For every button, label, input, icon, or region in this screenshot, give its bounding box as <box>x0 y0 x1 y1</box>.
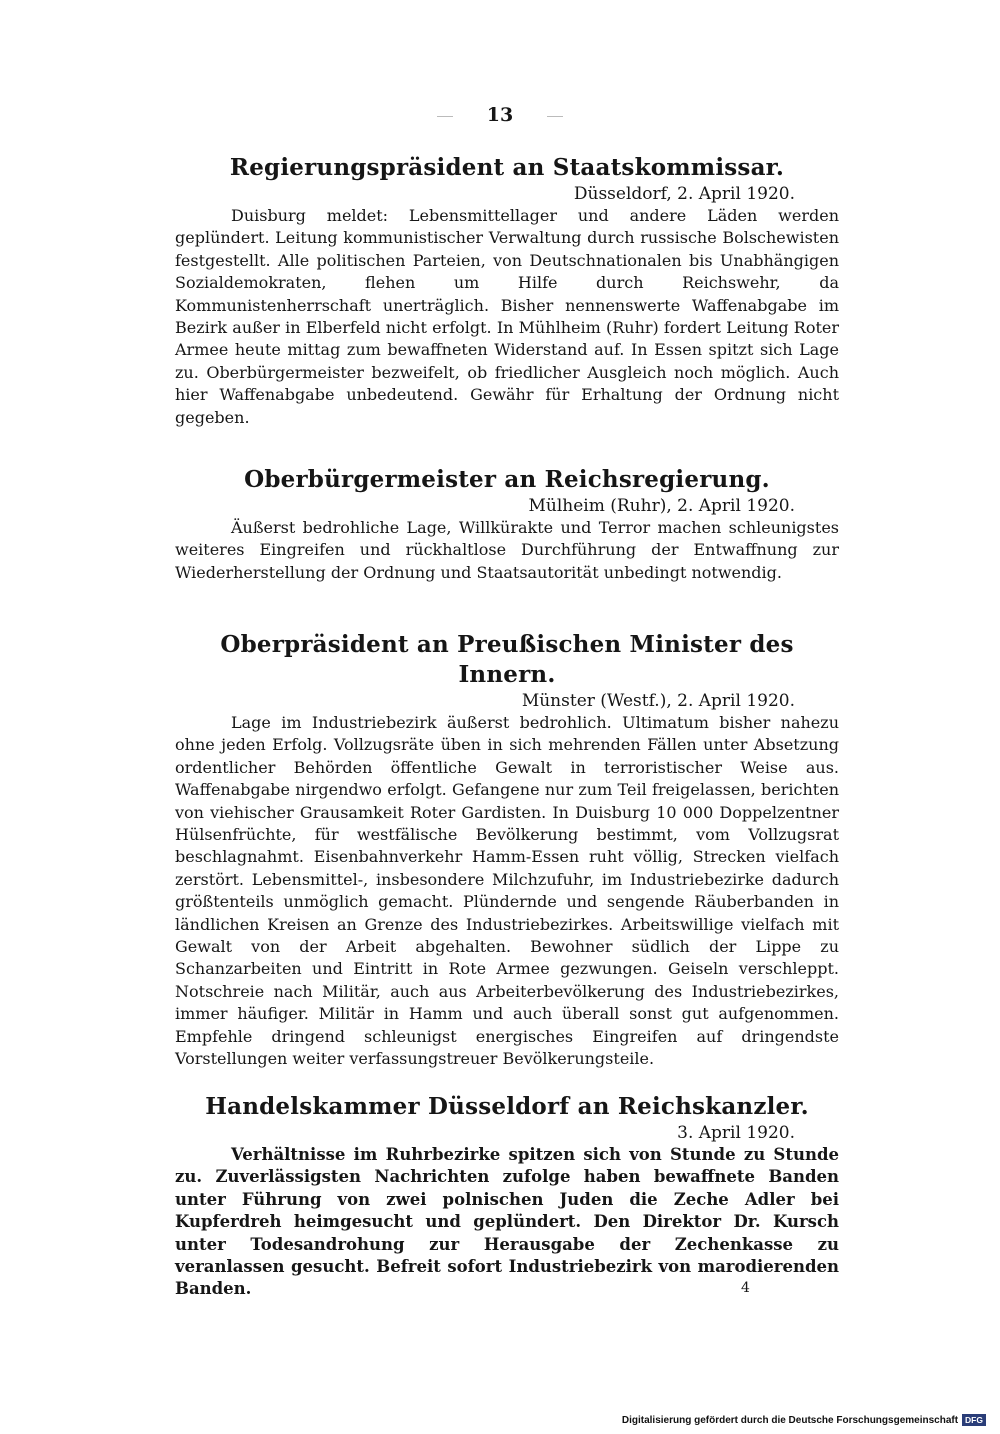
telegram-section <box>175 153 839 429</box>
body-paragraph: Äußerst bedrohliche Lage, Willkürakte und Terror machen schleunigstes weiteres Eingreifen und rückhaltlose Durchführung der Entwaffnung zur Wiederherstellung der Ordnung und Staatsautorität unbedingt notwendig. <box>175 518 839 582</box>
decorative-rule <box>547 116 563 117</box>
dateline: 3. April 1920. <box>677 1123 795 1143</box>
dateline: Münster (Westf.), 2. April 1920. <box>521 691 795 711</box>
telegram-section <box>175 1092 839 1301</box>
body-paragraph: Verhältnisse im Ruhrbezirke spitzen sich von Stunde zu Stunde zu. Zuverlässigsten Nachrichten zufolge haben bewaffnete Banden unter Führung von zwei polnischen Juden die Zeche Adler bei Kupferdreh heimgesucht und geplündert. Den Direktor Dr. Kursch unter Todesandrohung zur Herausgabe der Zechenkasse zu veranlassen gesucht. Befreit sofort Industriebezirk von marodierenden Banden. <box>175 1145 839 1299</box>
decorative-rule <box>437 116 453 117</box>
telegram-section <box>175 465 839 584</box>
telegram-section <box>175 630 839 1071</box>
section-heading: Handelskammer Düsseldorf an Reichskanzler. <box>205 1093 809 1120</box>
section-heading: Oberbürgermeister an Reichsregierung. <box>244 466 770 493</box>
section-body <box>175 1144 839 1301</box>
credit-text: Digitalisierung gefördert durch die Deutsche Forschungsgemeinschaft <box>621 1414 959 1426</box>
section-heading: Regierungspräsident an Staatskommissar. <box>229 154 785 181</box>
dfg-logo: DFG <box>962 1414 986 1426</box>
digitization-credit <box>622 1414 986 1426</box>
section-body <box>175 205 839 429</box>
page-number <box>0 104 1000 126</box>
section-heading: Oberpräsident an Preußischen Minister des Innern. <box>220 631 794 688</box>
body-paragraph: Duisburg meldet: Lebensmittellager und andere Läden werden geplündert. Leitung kommunistischer Verwaltung durch russische Bolschewisten festgestellt. Alle politischen Parteien, von Deutschnationalen bis Unabhängigen Sozialdemokraten, flehen um Hilfe durch Reichswehr, da Kommunistenherrschaft unerträglich. Bisher nennenswerte Waffenabgabe im Bezirk außer in Elberfeld nicht erfolgt. In Mühlheim (Ruhr) fordert Leitung Roter Armee heute mittag zum bewaffneten Widerstand auf. In Essen spitzt sich Lage zu. Oberbürgermeister bezweifelt, ob friedlicher Ausgleich noch möglich. Auch hier Waffenabgabe unbedeutend. Gewähr für Erhaltung der Ordnung nicht gegeben. <box>175 206 839 427</box>
section-body <box>175 517 839 584</box>
dateline: Mülheim (Ruhr), 2. April 1920. <box>528 496 795 516</box>
page-number-text: 13 <box>486 104 514 126</box>
dateline: Düsseldorf, 2. April 1920. <box>573 184 795 204</box>
signature-mark: 4 <box>741 1280 750 1296</box>
section-body <box>175 712 839 1071</box>
body-paragraph: Lage im Industriebezirk äußerst bedrohlich. Ultimatum bisher nahezu ohne jeden Erfolg. Vollzugsräte üben in sich mehrenden Fällen unter Absetzung ordentlicher Behörden öffentliche Gewalt in terroristischer Weise aus. Waffenabgabe nirgendwo erfolgt. Gefangene nur zum Teil freigelassen, berichten von viehischer Grausamkeit Roter Gardisten. In Duisburg 10 000 Doppelzentner Hülsenfrüchte, für westfälische Bevölkerung bestimmt, vom Vollzugsrat beschlagnahmt. Eisenbahnverkehr Hamm-Essen ruht völlig, Strecken vielfach zerstört. Lebensmittel-, insbesondere Milchzufuhr, im Industriebezirke dadurch größtenteils unmöglich gemacht. Plündernde und sengende Räuberbanden in ländlichen Kreisen an Grenze des Industriebezirkes. Arbeitswillige vielfach mit Gewalt von der Arbeit abgehalten. Bewohner südlich der Lippe zu Schanzarbeiten und Eintritt in Rote Armee gezwungen. Geiseln verschleppt. Notschreie nach Militär, auch aus Arbeiterbevölkerung des Industriebezirkes, immer häufiger. Militär in Hamm und auch überall sonst gut aufgenommen. Empfehle dringend schleunigst energisches Eingreifen auf dringendste Vorstellungen weiter verfassungstreuer Bevölkerungsteile. <box>175 713 839 1069</box>
